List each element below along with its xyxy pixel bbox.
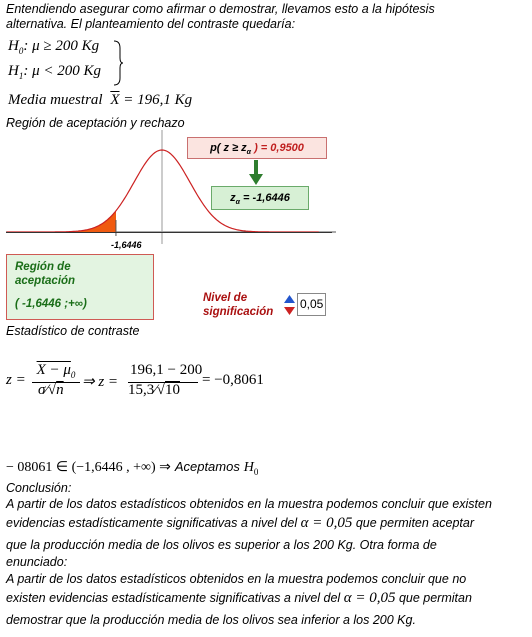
significance-spinner[interactable]	[283, 293, 296, 317]
critical-tick-label: -1,6446	[111, 240, 142, 250]
formula-numerator-2: 196,1 − 200	[130, 362, 203, 378]
critical-value-box: $z_\alpha = -1,6446$	[211, 186, 309, 210]
conclusion-p1-line4: enunciado:	[6, 555, 68, 569]
null-hypothesis: $H_0$: μ ≥ 200 Kg	[8, 38, 100, 56]
intro-line-1: Entendiendo asegurar como afirmar o demostrar, llevamos esto a la hipótesis	[6, 2, 435, 16]
acceptance-interval: ( -1,6446 ;+∞)	[15, 298, 87, 310]
formula-denominator-1: σ⁄√n	[38, 382, 64, 398]
conclusion-p2-line3: demostrar que la producción media de los olivos sea inferior a los 200 Kg.	[6, 613, 416, 627]
intro-line-2: alternativa. El planteamiento del contraste quedaría:	[6, 17, 296, 31]
formula-implies: ⇒ z =	[82, 374, 119, 390]
formula-numerator-1: $X - \mu_0$	[36, 362, 76, 380]
acceptance-region-box	[6, 254, 154, 320]
formula-z-eq: z =	[6, 372, 26, 388]
hypotheses-brace	[112, 40, 124, 86]
region-title: Región de aceptación y rechazo	[6, 116, 185, 130]
acceptance-title-1: Región de	[15, 261, 71, 273]
rejection-region	[6, 211, 116, 232]
significance-label: Nivel de significación	[203, 292, 274, 318]
conclusion-p2-line1: A partir de los datos estadísticos obtenidos en la muestra podemos concluir que no	[6, 572, 467, 586]
significance-value-field[interactable]: 0,05	[297, 293, 326, 316]
spin-down-icon	[284, 307, 295, 315]
conclusion-p1-line2: evidencias estadísticamente significativas a nivel del α = 0,05 que permiten aceptar	[6, 515, 474, 531]
membership-statement: − 08061 ∈ (−1,6446 , +∞) ⇒ Aceptamos $H_0$	[6, 459, 259, 477]
acceptance-title-2: aceptación	[15, 275, 76, 287]
statistic-title: Estadístico de contraste	[6, 324, 140, 338]
conclusion-p1-line1: A partir de los datos estadísticos obtenidos en la muestra podemos concluir que existen	[6, 497, 492, 511]
sample-mean: Media muestral $\overline{X} = 196,1$ Kg	[8, 92, 193, 108]
conclusion-title: Conclusión:	[6, 481, 72, 495]
probability-box: p( $z \ge z_\alpha$ ) = 0,9500	[187, 137, 327, 159]
formula-result: = −0,8061	[202, 372, 264, 388]
alternative-hypothesis: $H_1$: μ < 200 Kg	[8, 63, 101, 81]
spin-up-icon	[284, 295, 295, 303]
conclusion-p1-line3: que la producción media de los olivos es superior a los 200 Kg. Otra forma de	[6, 538, 437, 552]
formula-denominator-2: 15,3⁄√10	[128, 382, 180, 398]
down-arrow-icon	[249, 160, 263, 186]
conclusion-p2-line2: existen evidencias estadísticamente significativas a nivel del α = 0,05 que permitan	[6, 590, 472, 606]
